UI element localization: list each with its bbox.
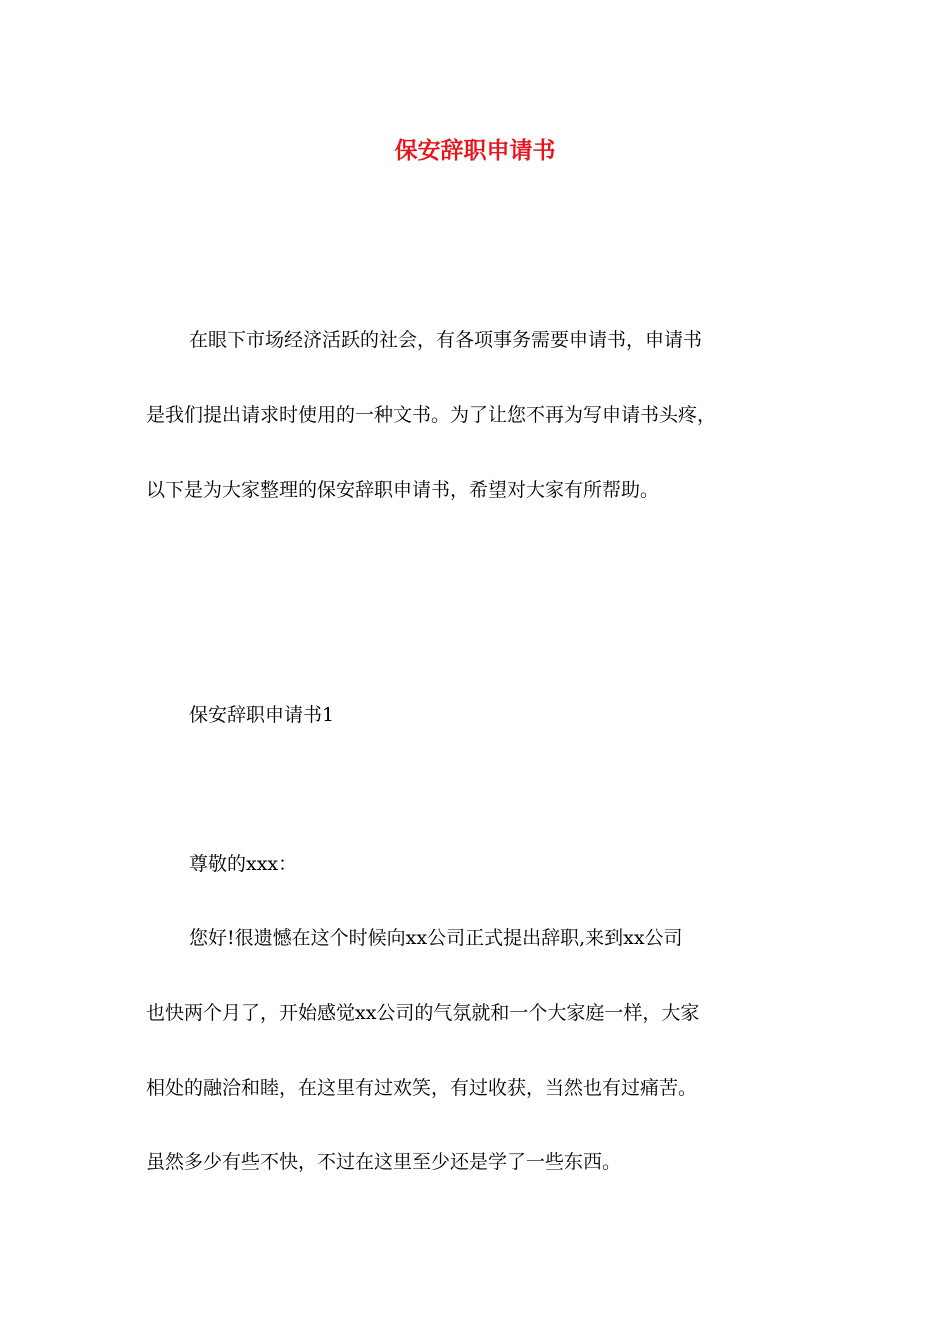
intro-line-3: 以下是为大家整理的保安辞职申请书，希望对大家有所帮助。 [146,479,660,501]
salutation: 尊敬的xxx： [189,853,298,875]
body-line-4: 虽然多少有些不快，不过在这里至少还是学了一些东西。 [146,1151,622,1173]
body-line-3: 相处的融洽和睦，在这里有过欢笑，有过收获，当然也有过痛苦。 [146,1077,698,1099]
body-line-2: 也快两个月了，开始感觉xx公司的气氛就和一个大家庭一样，大家 [146,1002,700,1024]
intro-line-2: 是我们提出请求时使用的一种文书。为了让您不再为写申请书头疼， [146,404,717,426]
body-line-1: 您好!很遗憾在这个时候向xx公司正式提出辞职,来到xx公司 [189,927,683,949]
document-title: 保安辞职申请书 [394,138,556,164]
section-heading: 保安辞职申请书1 [189,704,335,726]
intro-line-1: 在眼下市场经济活跃的社会，有各项事务需要申请书，申请书 [189,329,703,351]
